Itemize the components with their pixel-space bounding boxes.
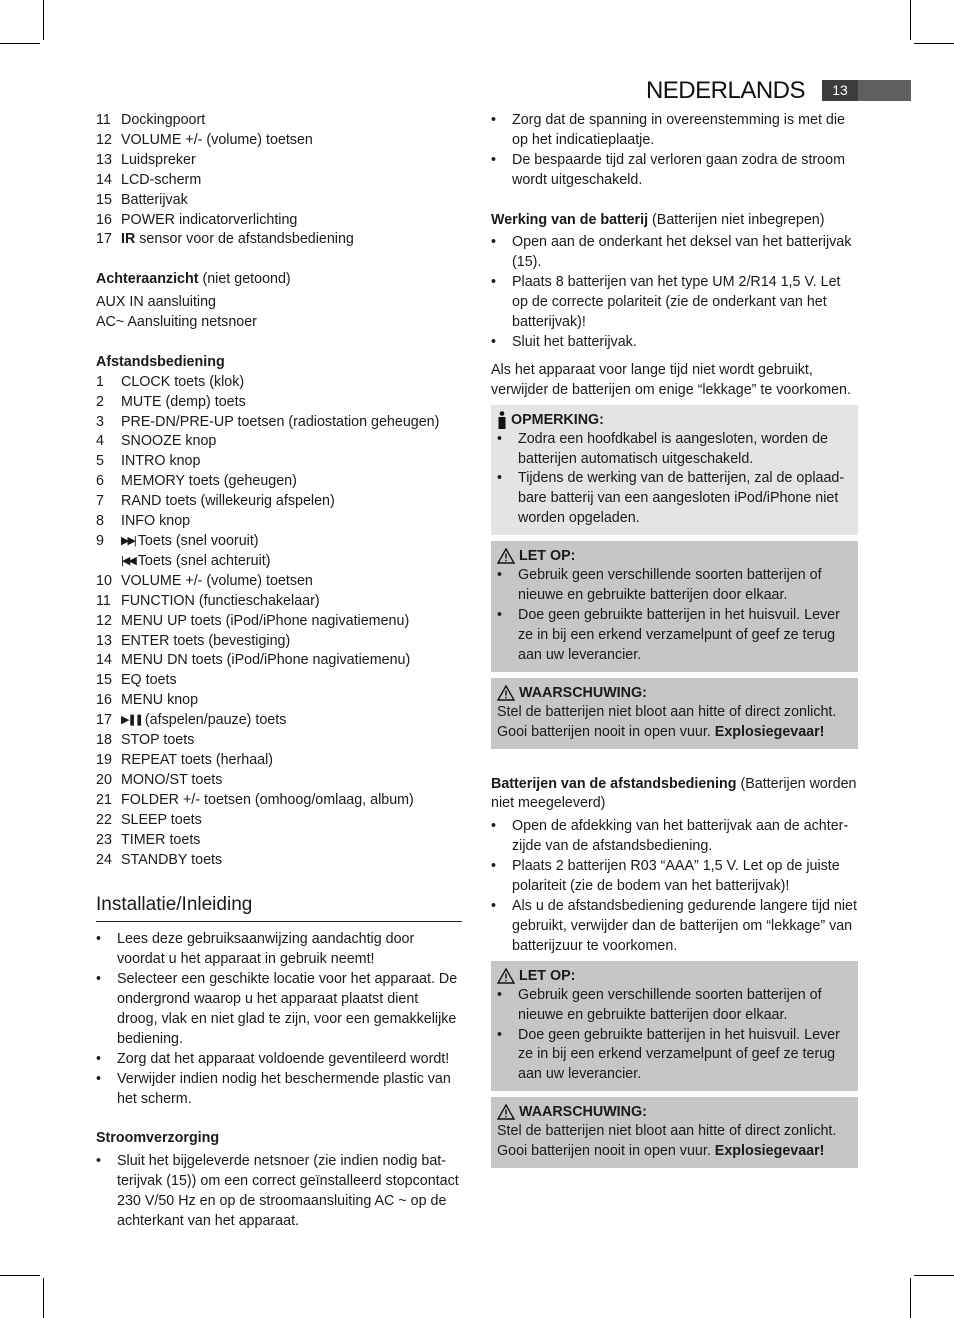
bullet-item: • Open de afdekking van het batterijvak aan de achterzijde van de afstandsbediening. [491,817,858,857]
warning-box: WAARSCHUWING: Stel de batterijen niet bloot aan hitte of direct zonlicht. Gooi batterijen nooit in open vuur. Explosiegevaar! [491,678,858,749]
list-item: 12 VOLUME +/- (volume) toetsen [96,131,313,148]
list-item: 22 SLEEP toets [96,811,202,828]
bullet-item: • Doe geen gebruikte batterijen in het huisvuil. Lever ze in bij een erkend verzamelpunt of geef ze terug aan uw leverancier. [497,1026,852,1086]
bullet-item: • Gebruik geen verschillende soorten batterijen of nieuwe en gebruikte batterijen door elkaar. [497,566,852,606]
list-item: 19 REPEAT toets (herhaal) [96,751,274,768]
battery-list [491,233,858,352]
list-item: 7 RAND toets (willekeurig afspelen) [96,493,335,510]
list-item: 20 MONO/ST toets [96,771,223,788]
crop-mark [0,1275,40,1276]
list-item: AUX IN aansluiting [96,294,216,311]
bullet-item: • Plaats 2 batterijen R03 “AAA” 1,5 V. Let op de juiste polariteit (zie de bodem van het batterijvak)! [491,857,858,897]
battery-paragraph: Als het apparaat voor lange tijd niet wordt gebruikt, verwijder de batterijen om enige “lekkage” te voorkomen. [491,361,851,398]
bullet-item: • Zorg dat het apparaat voldoende geventileerd wordt! [96,1050,462,1070]
list-item: 4 SNOOZE knop [96,433,217,450]
list-item: 23 TIMER toets [96,831,201,848]
caution-box: LET OP: • Gebruik geen verschillende soorten batterijen of nieuwe en gebruikte batterijen door elkaar. • Doe geen gebruikte batterijen in het huisvuil. Lever ze in bij een erkend verzamelpunt of geef ze terug aan uw leverancier. [491,961,858,1092]
list-item: 1 CLOCK toets (klok) [96,373,245,390]
list-item: 11 FUNCTION (functieschakelaar) [96,592,320,609]
list-item: 18 STOP toets [96,732,195,749]
list-item: 15 Batterijvak [96,191,188,208]
rear-view-heading: Achteraanzicht (niet getoond) [96,271,291,288]
bullet-item: • Zodra een hoofdkabel is aangesloten, worden de batterijen automatisch uitgeschakeld. [497,430,852,470]
remote-batteries-list [491,817,858,956]
play-pause-icon: ▶❚❚ [121,714,142,727]
bullet-item: • Lees deze gebruiksaanwijzing aandachtig door voordat u het apparaat in gebruik neemt! [96,930,462,970]
installation-heading: Installatie/Inleiding [96,892,462,922]
bullet-item: • Sluit het bijgeleverde netsnoer (zie indien nodig batterijvak (15)) om een correct geïnstalleerd stopcontact 230 V/50 Hz en op de stroomaansluiting AC ~ op de achterkant van het apparaat. [96,1152,462,1232]
bullet-item: • Verwijder indien nodig het beschermende plastic van het scherm. [96,1070,462,1110]
crop-mark [910,1278,911,1318]
bullet-item: • Open aan de onderkant het deksel van het batterijvak (15). [491,233,858,273]
list-item: 5 INTRO knop [96,453,201,470]
bullet-item: • Tijdens de werking van de batterijen, zal de oplaadbare batterij van een aangesloten iPod/iPhone niet worden opgeladen. [497,469,852,529]
remote-batteries-heading: Batterijen van de afstandsbediening (Batterijen worden niet meegeleverd) [491,775,857,812]
bullet-item: • Sluit het batterijvak. [491,333,858,353]
list-item: 24 STANDBY toets [96,851,223,868]
list-item: 3 PRE-DN/PRE-UP toetsen (radiostation geheugen) [96,413,440,430]
caution-box: LET OP: • Gebruik geen verschillende soorten batterijen of nieuwe en gebruikte batterijen door elkaar. • Doe geen gebruikte batterijen in het huisvuil. Lever ze in bij een erkend verzamelpunt of geef ze terug aan uw leverancier. [491,541,858,672]
warning-triangle-icon [497,685,515,701]
power-heading: Stroomverzorging [96,1130,220,1147]
page-language-title: NEDERLANDS [645,77,805,104]
remote-list [96,731,462,870]
list-item: 16 POWER indicatorverlichting [96,211,298,228]
battery-heading: Werking van de batterij (Batterijen niet inbegrepen) [491,211,825,228]
list-item: 13 Luidspreker [96,151,196,168]
left-column [96,111,462,1232]
bullet-item: • Zorg dat de spanning in overeenstemming is met die op het indicatieplaatje. [491,111,858,151]
page-number: 13 [822,80,858,101]
rear-view-list [96,293,462,333]
list-item: 16 MENU knop [96,692,199,709]
list-item: 15 EQ toets [96,672,177,689]
list-item: 9 ▶▶| Toets (snel vooruit) [96,532,462,552]
bullet-item: • Doe geen gebruikte batterijen in het huisvuil. Lever ze in bij een erkend verzamelpunt of geef ze terug aan uw leverancier. [497,606,852,666]
crop-mark [0,43,40,44]
list-item: 14 MENU DN toets (iPod/iPhone nagivatiemenu) [96,652,411,669]
list-item: 14 LCD-scherm [96,171,202,188]
warning-triangle-icon [497,968,515,984]
bullet-item: • De bespaarde tijd zal verloren gaan zodra de stroom wordt uitgeschakeld. [491,151,858,191]
remote-heading: Afstandsbediening [96,353,225,370]
crop-mark [914,43,954,44]
list-item: 10 VOLUME +/- (volume) toetsen [96,572,313,589]
list-item: 8 INFO knop [96,513,191,530]
list-item: 21 FOLDER +/- toetsen (omhoog/omlaag, album) [96,791,414,808]
list-item: 17 IR sensor voor de afstandsbediening [96,231,354,248]
list-item: 13 ENTER toets (bevestiging) [96,632,291,649]
info-icon [497,411,507,429]
bullet-item: • Gebruik geen verschillende soorten batterijen of nieuwe en gebruikte batterijen door elkaar. [497,986,852,1026]
warning-triangle-icon [497,1104,515,1120]
note-box: OPMERKING: • Zodra een hoofdkabel is aangesloten, worden de batterijen automatisch uitgeschakeld. • Tijdens de werking van de batterijen, zal de oplaadbare batterij van een aangesloten iPod/iPhone niet worden opgeladen. [491,405,858,536]
crop-mark [43,1278,44,1318]
header-bar [858,80,911,101]
rewind-icon: |◀◀ [121,554,135,567]
bullet-item: • Selecteer een geschikte locatie voor het apparaat. De ondergrond waarop u het apparaat plaatst dient droog, vlak en niet glad te zijn, voor een gemakkelijke bediening. [96,970,462,1050]
power-list [96,1152,462,1232]
crop-mark [914,1275,954,1276]
bullet-item: • Plaats 8 batterijen van het type UM 2/R14 1,5 V. Let op de correcte polariteit (zie de onderkant van het batterijvak)! [491,273,858,333]
list-item: 6 MEMORY toets (geheugen) [96,473,297,490]
fast-forward-icon: ▶▶| [121,535,135,547]
list-item: 11 Dockingpoort [96,112,206,128]
crop-mark [43,0,44,40]
warning-box: WAARSCHUWING: Stel de batterijen niet bloot aan hitte of direct zonlicht. Gooi batterijen nooit in open vuur. Explosiegevaar! [491,1097,858,1168]
installation-list [96,930,462,1109]
crop-mark [910,0,911,40]
remote-list [96,572,462,711]
bullet-item: • Als u de afstandsbediening gedurende langere tijd niet gebruikt, verwijder dan de batterijen om “lekkage” van batterijzuur te voorkomen. [491,897,858,957]
device-parts-list [96,111,462,230]
list-item: AC~ Aansluiting netsnoer [96,314,257,331]
list-item: 2 MUTE (demp) toets [96,393,246,410]
voltage-list [491,111,858,191]
remote-list [96,373,462,532]
warning-triangle-icon [497,548,515,564]
list-item: 17 ▶❚❚ (afspelen/pauze) toets [96,711,462,731]
list-item: |◀◀ Toets (snel achteruit) [96,552,462,572]
right-column [491,111,858,1168]
list-item: 12 MENU UP toets (iPod/iPhone nagivatiemenu) [96,612,410,629]
